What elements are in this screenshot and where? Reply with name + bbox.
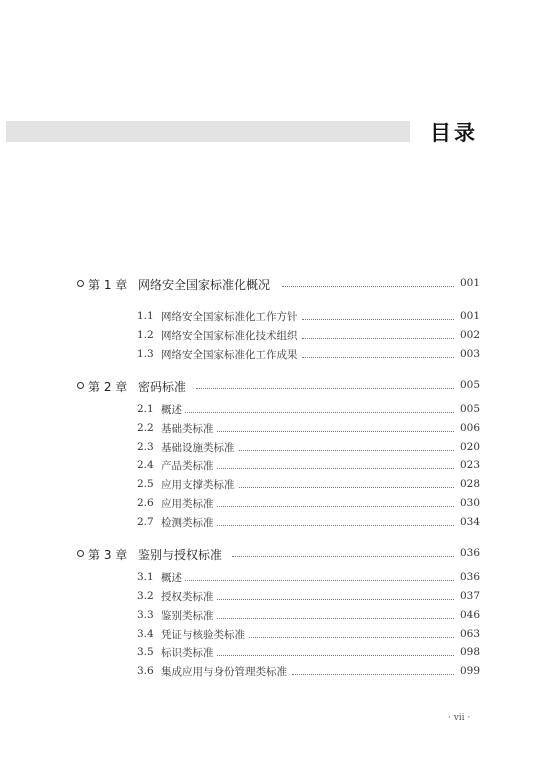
dot-leader — [302, 357, 454, 358]
section-title: 网络安全国家标准化工作方针 — [161, 311, 298, 323]
section-number: 2.3 — [137, 441, 154, 453]
section-number: 2.2 — [137, 422, 154, 434]
bullet-icon — [77, 550, 84, 557]
page-number: 099 — [460, 665, 481, 677]
page-number: 037 — [460, 590, 481, 602]
bullet-icon — [77, 382, 84, 389]
section-title: 授权类标准 — [161, 591, 214, 603]
page-number: 006 — [460, 422, 481, 434]
dot-leader — [196, 388, 454, 389]
section-title: 基础类标准 — [161, 423, 214, 435]
section-number: 3.2 — [137, 590, 154, 602]
page-number: 098 — [460, 646, 481, 658]
section-title: 产品类标准 — [161, 460, 214, 472]
section-number: 3.3 — [137, 609, 154, 621]
page-number: 005 — [460, 403, 481, 415]
section-number: 1.3 — [137, 348, 154, 360]
dot-leader — [217, 618, 454, 619]
dot-leader — [217, 655, 454, 656]
chapter-number: 第 1 章 — [88, 278, 128, 292]
chapter-title: 网络安全国家标准化概况 — [138, 278, 271, 292]
dot-leader — [302, 319, 454, 320]
toc-section-2-4[interactable] — [0, 458, 546, 476]
page-footer-number: · vii · — [448, 713, 471, 723]
page-number: 005 — [460, 379, 481, 391]
toc-chapter-2[interactable] — [0, 378, 546, 396]
toc-section-1-1[interactable] — [0, 309, 546, 327]
section-number: 2.5 — [137, 478, 154, 490]
section-title: 检测类标准 — [161, 517, 214, 529]
section-number: 2.6 — [137, 497, 154, 509]
section-title: 应用类标准 — [161, 498, 214, 510]
page-number: 028 — [460, 478, 481, 490]
toc-section-3-3[interactable] — [0, 608, 546, 626]
page-number: 034 — [460, 516, 481, 528]
toc-section-3-5[interactable] — [0, 645, 546, 663]
toc-section-3-4[interactable] — [0, 627, 546, 645]
dot-leader — [217, 468, 454, 469]
page-number: 023 — [460, 459, 481, 471]
toc-section-3-2[interactable] — [0, 589, 546, 607]
dot-leader — [217, 599, 454, 600]
page-number: 002 — [460, 329, 481, 341]
toc-section-2-1[interactable] — [0, 402, 546, 420]
dot-leader — [217, 431, 454, 432]
section-number: 2.7 — [137, 516, 154, 528]
section-title: 概述 — [161, 572, 182, 584]
toc-section-1-2[interactable] — [0, 328, 546, 346]
page-number: 036 — [460, 547, 481, 559]
toc-section-3-1[interactable] — [0, 570, 546, 588]
dot-leader — [249, 637, 454, 638]
dot-leader — [217, 506, 454, 507]
page-number: 046 — [460, 609, 481, 621]
chapter-title: 鉴别与授权标准 — [138, 548, 223, 562]
toc-section-2-2[interactable] — [0, 421, 546, 439]
toc-section-2-3[interactable] — [0, 440, 546, 458]
header-bar — [6, 121, 410, 142]
chapter-number: 第 3 章 — [88, 548, 128, 562]
toc-section-1-3[interactable] — [0, 347, 546, 365]
section-title: 鉴别类标准 — [161, 610, 214, 622]
section-title: 集成应用与身份管理类标准 — [161, 666, 287, 678]
section-title: 凭证与核验类标准 — [161, 629, 245, 641]
toc-section-2-7[interactable] — [0, 515, 546, 533]
page-number: 003 — [460, 348, 481, 360]
section-title: 应用支撑类标准 — [161, 479, 235, 491]
section-title: 基础设施类标准 — [161, 442, 235, 454]
dot-leader — [292, 674, 454, 675]
page-number: 063 — [460, 628, 481, 640]
section-number: 2.1 — [137, 403, 154, 415]
section-number: 3.4 — [137, 628, 154, 640]
section-title: 网络安全国家标准化技术组织 — [161, 330, 298, 342]
chapter-number: 第 2 章 — [88, 380, 128, 394]
toc-section-2-5[interactable] — [0, 477, 546, 495]
chapter-title: 密码标准 — [138, 380, 187, 394]
section-number: 3.6 — [137, 665, 154, 677]
dot-leader — [239, 487, 454, 488]
dot-leader — [217, 525, 454, 526]
page-number: 030 — [460, 497, 481, 509]
section-title: 网络安全国家标准化工作成果 — [161, 349, 298, 361]
page-number: 020 — [460, 441, 481, 453]
section-title: 标识类标准 — [161, 647, 214, 659]
section-number: 1.2 — [137, 329, 154, 341]
toc-section-2-6[interactable] — [0, 496, 546, 514]
toc-section-3-6[interactable] — [0, 664, 546, 682]
section-title: 概述 — [161, 404, 182, 416]
toc-chapter-1[interactable] — [0, 276, 546, 294]
page-number: 001 — [460, 277, 481, 289]
dot-leader — [302, 338, 454, 339]
dot-leader — [185, 580, 454, 581]
section-number: 1.1 — [137, 310, 154, 322]
section-number: 2.4 — [137, 459, 154, 471]
dot-leader — [185, 412, 454, 413]
bullet-icon — [77, 280, 84, 287]
page-number: 001 — [460, 310, 481, 322]
toc-chapter-3[interactable] — [0, 546, 546, 564]
dot-leader — [239, 450, 454, 451]
page-title: 目录 — [430, 121, 478, 145]
dot-leader — [232, 556, 454, 557]
page-number: 036 — [460, 571, 481, 583]
section-number: 3.1 — [137, 571, 154, 583]
section-number: 3.5 — [137, 646, 154, 658]
dot-leader — [282, 286, 454, 287]
